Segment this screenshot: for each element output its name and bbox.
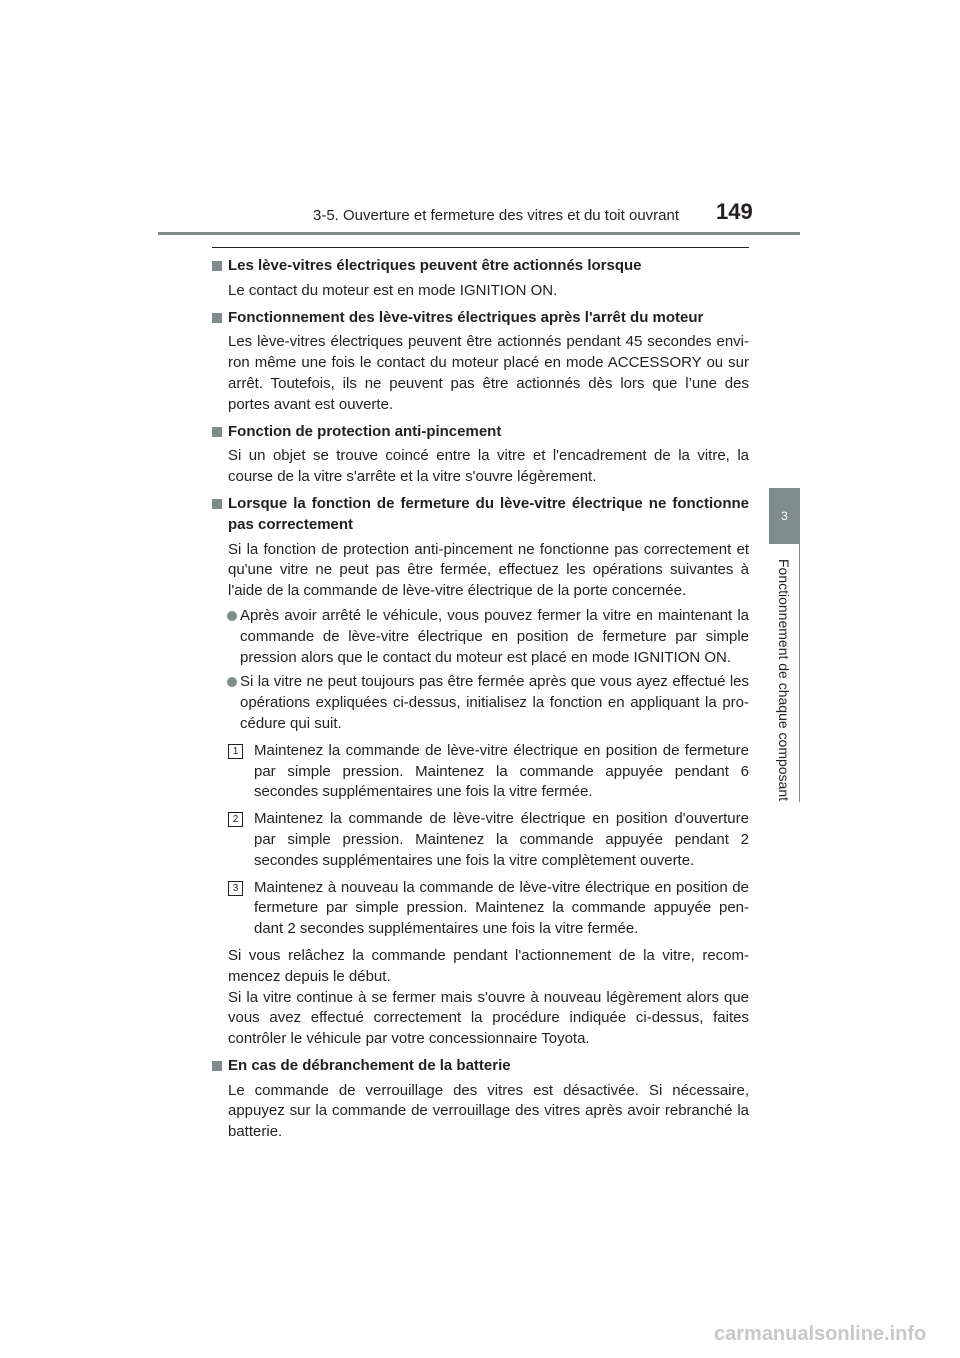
section-title: 3-5. Ouverture et fermeture des vitres et du toit ouvrant <box>313 207 680 224</box>
heading-text: En cas de débranchement de la batterie <box>228 1056 511 1074</box>
square-bullet-icon <box>212 261 222 271</box>
heading-text: Les lève-vitres électriques peuvent être actionnés lorsque <box>228 257 642 274</box>
square-bullet-icon <box>212 427 222 437</box>
step-number-badge: 3 <box>228 881 243 896</box>
heading-text: Fonction de protection anti-pincement <box>228 422 502 440</box>
chapter-number: 3 <box>781 509 788 523</box>
section-heading <box>212 256 749 277</box>
step-text: Maintenez la commande de lève-vitre électrique en position d'ouverture par simple pression. Maintenez la commande appuyée pendant 2 secondes supplémentaires une fois la vitre complètement ouverte. <box>254 810 749 869</box>
section-heading <box>212 422 749 443</box>
section-text: Si la fonction de protection anti-pincement ne fonctionne pas correctement et qu'une vitre ne peut pas être fermée, effectuez les opérations suivantes à l'aide de la commande de lève-vitre électrique de la porte concernée. <box>228 540 749 600</box>
heading-text: Fonctionnement des lève-vitres électriques après l'arrêt du moteur <box>228 308 704 326</box>
watermark: carmanualsonline.info <box>714 1323 927 1345</box>
section-text: Si un objet se trouve coincé entre la vitre et l'encadrement de la vitre, la course de la vitre s'arrête et la vitre s'ouvre légèrement. <box>228 447 749 486</box>
header-divider <box>158 232 800 235</box>
bullet-text: Si la vitre ne peut toujours pas être fermée après que vous ayez effectué les opérations expliquées ci-dessus, initialisez la fonction en appliquant la pro-cédure qui suit. <box>240 673 749 732</box>
step-item <box>212 741 749 803</box>
round-bullet-icon <box>227 611 237 621</box>
heading-text: Lorsque la fonction de fermeture du lève-vitre électrique ne fonctionne pas correctement <box>228 494 749 533</box>
page-content <box>212 256 749 1143</box>
section-heading <box>212 308 749 329</box>
step-item <box>212 878 749 940</box>
round-bullet-icon <box>227 677 237 687</box>
section-text: Les lève-vitres électriques peuvent être actionnés pendant 45 secondes envi-ron même une fois le contact du moteur placé en mode ACCESSORY ou sur arrêt. Toutefois, ils ne peuvent pas être actionnés dès lors que l’une des portes avant est ouverte. <box>228 333 749 413</box>
chapter-title: Fonctionnement de chaque composant <box>776 558 792 802</box>
bullet-item <box>212 672 749 734</box>
bullet-item <box>212 606 749 668</box>
side-divider <box>799 544 800 802</box>
step-item <box>212 809 749 871</box>
square-bullet-icon <box>212 1061 222 1071</box>
square-bullet-icon <box>212 313 222 323</box>
square-bullet-icon <box>212 499 222 509</box>
chapter-tab <box>769 488 800 544</box>
section-text: Le commande de verrouillage des vitres est désactivée. Si nécessaire, appuyez sur la commande de verrouillage des vitres après avoir rebranché la batterie. <box>228 1081 749 1141</box>
bullet-text: Après avoir arrêté le véhicule, vous pouvez fermer la vitre en maintenant la commande de lève-vitre électrique en position de fermeture par simple pression alors que le contact du moteur est placé en mode IGNITION ON. <box>240 606 749 666</box>
section-heading <box>212 494 749 536</box>
step-number-badge: 1 <box>228 744 243 759</box>
page-number: 149 <box>716 199 753 224</box>
step-number-badge: 2 <box>228 812 243 827</box>
content-top-rule <box>212 247 749 248</box>
note-text: Si la vitre continue à se fermer mais s'ouvre à nouveau légèrement alors que vous avez effectué correctement la procédure indiquée ci-dessus, faites contrôler le véhicule par votre concessionnaire Toyota. <box>228 988 749 1048</box>
step-text: Maintenez à nouveau la commande de lève-vitre électrique en position de fermeture par simple pression. Maintenez la commande appuyée pen-dant 2 secondes supplémentaires une fois la vitre fermée. <box>254 878 749 938</box>
note-text: Si vous relâchez la commande pendant l'actionnement de la vitre, recom-mencez depuis le début. <box>228 946 749 985</box>
step-text: Maintenez la commande de lève-vitre électrique en position de fermeture par simple pression. Maintenez la commande appuyée pendant 6 secondes supplémentaires une fois la vitre fermée. <box>254 741 749 801</box>
section-text: Le contact du moteur est en mode IGNITION ON. <box>228 281 558 299</box>
section-heading <box>212 1056 749 1077</box>
